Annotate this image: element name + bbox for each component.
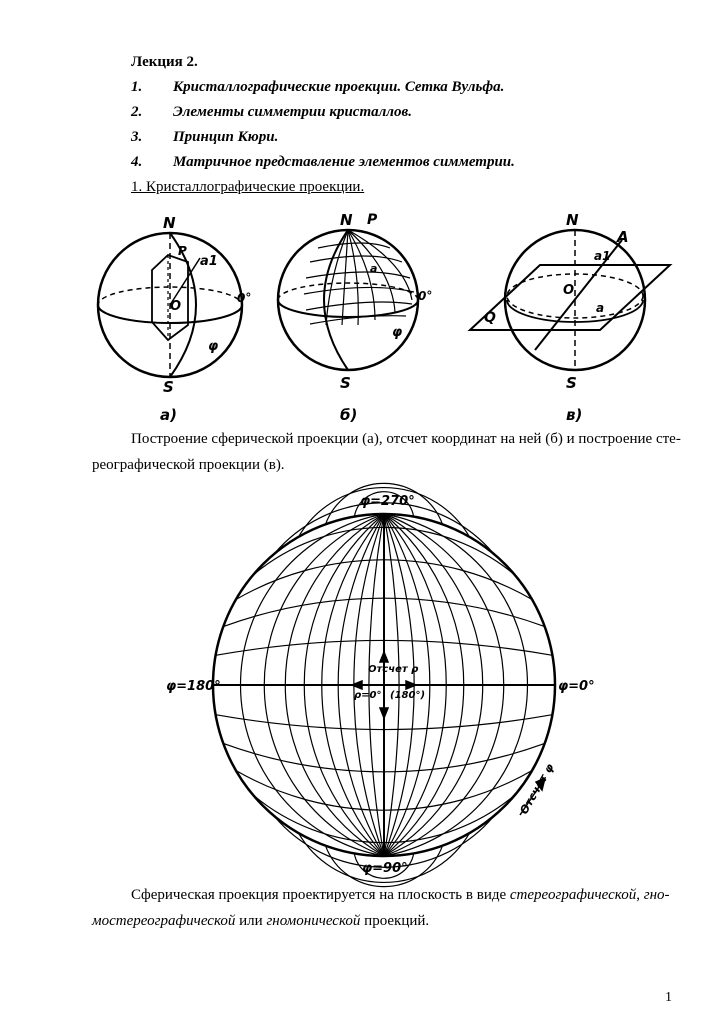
paragraph-line2 [92,913,429,930]
page-number: 1 [665,990,672,1005]
text-run: проекций. [360,913,430,929]
topic-number: 2. [131,104,143,120]
a-label: a [370,262,378,275]
sphere-c [470,230,670,370]
south-label: S [566,374,577,392]
phi-270-label: φ=270° [360,494,415,509]
phi-180-label: φ=180° [166,679,221,694]
phi-90-label: φ=90° [362,861,408,876]
term-stereographic: стереографической [509,887,637,903]
p-label: P [178,244,187,258]
lecture-title: Лекция 2. [131,54,198,70]
term-gnomostereographic: мостереографической [92,913,236,929]
wulff-net [213,483,555,886]
figure-caption-line1: Построение сферической проекции (а), отсчет координат на ней (б) и построение сте- [131,431,681,447]
a1-label: a1 [594,249,611,263]
caption-b: б) [340,406,358,424]
text-run: , [636,887,644,903]
phi-label: φ [208,339,219,354]
caption-a: а) [160,406,177,424]
zero-degree-label: 0° [237,291,252,305]
north-label: N [163,214,176,232]
o-label: O [563,283,575,298]
south-label: S [163,378,174,396]
term-gnomonic: гномонической [266,913,361,929]
q-label: Q [484,310,496,326]
text-run: Сферическая проекция проектируется на плоскость в виде [131,887,510,903]
north-label: N [340,211,353,229]
topic-text: Элементы симметрии кристаллов. [173,104,412,120]
paragraph-line1 [131,887,670,904]
a1-label: a1 [200,254,218,269]
term-fragment: гно- [643,887,670,903]
phi-0-label: φ=0° [558,679,595,694]
phi-label: φ [392,325,403,340]
a-label: a [596,301,605,315]
rho-180-label: (180°) [390,690,426,701]
topic-number: 1. [131,79,143,95]
p-label: P [367,212,378,228]
rho-count-label: Отсчет ρ [368,664,419,675]
topic-number: 4. [131,154,143,170]
topic-text: Кристаллографические проекции. Сетка Вульфа. [173,79,505,95]
phi-count-label: Отсчет φ [517,761,557,817]
topic-text: Принцип Кюри. [173,129,279,145]
section-heading: 1. Кристаллографические проекции. [131,179,365,195]
sphere-b [278,230,418,370]
north-label: N [566,211,579,229]
figure-caption-line2: реографической проекции (в). [92,457,285,473]
rho-zero-label: ρ=0° [354,690,382,701]
topic-number: 3. [131,129,143,145]
caption-c: в) [566,406,583,424]
topic-text: Матричное представление элементов симметрии. [173,154,515,170]
text-run: или [235,913,267,929]
zero-degree-label: 0° [418,289,433,303]
o-label: O [170,299,182,314]
a-upper-label: A [617,228,629,246]
south-label: S [340,374,351,392]
